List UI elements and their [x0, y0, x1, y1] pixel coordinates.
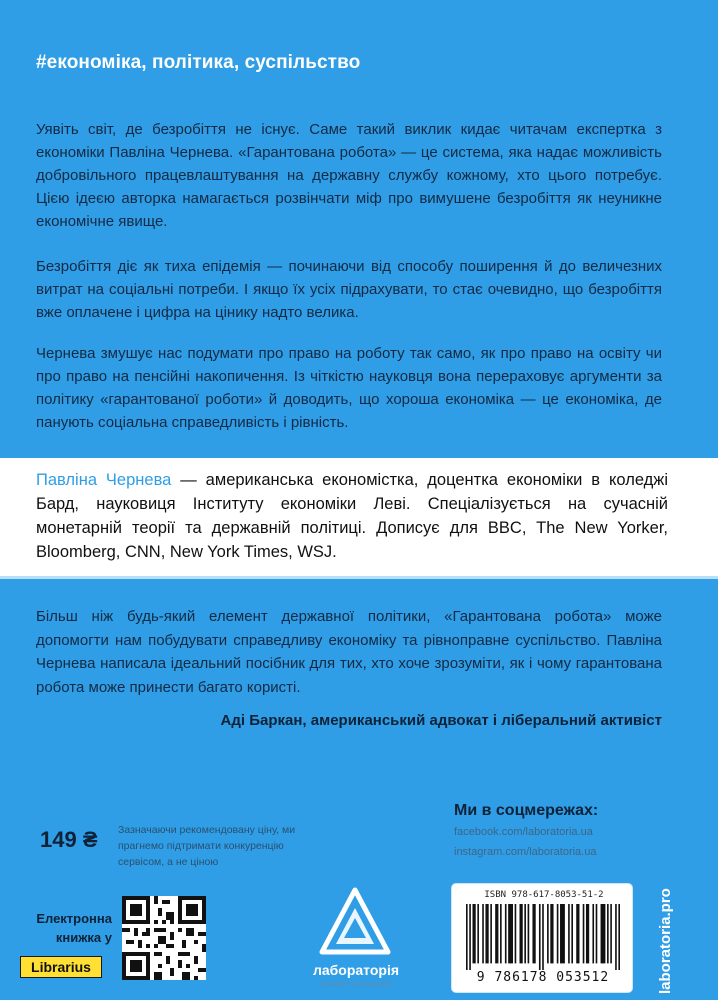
publisher-subtitle: книжкова лабораторія [320, 981, 392, 988]
ebook-label-line-2: книжка у [55, 930, 112, 945]
ebook-label-line-1: Електронна [36, 911, 112, 926]
publisher-website[interactable]: laboratoria.pro [657, 888, 674, 994]
barcode-digits: 9 786178 053512 [476, 970, 610, 985]
author-bio-band [0, 458, 718, 579]
endorsement-quote: Більш ніж будь-який елемент державної політики, «Гарантована робота» може допомогти нам побудувати справедливу економіку та рівноправне суспільство. Павліна Чернева написала ідеальний посібник для тих, хто хоче зрозуміти, як і чому гарантована робота може принести багато користі. [36, 608, 662, 696]
qr-code-icon[interactable] [122, 896, 206, 980]
instagram-link[interactable]: instagram.com/laboratoria.ua [454, 846, 597, 858]
category-hashtag: #економіка, політика, суспільство [36, 52, 361, 73]
blurb-paragraph-2: Безробіття діє як тиха епідемія — починаючи від способу поширення й до величезних витрат на соціальні потреби. І якщо їх усіх підрахувати, то стає очевидно, що безробіття вже оплачене і цифра на цінику надто велика. [36, 258, 662, 321]
ebook-label [22, 909, 112, 947]
blurb-paragraph-3: Чернева змушує нас подумати про право на роботу так само, як про право на освіту чи про право на пенсійні накопичення. Із чіткістю науковця вона перераховує аргументи за політику «гарантованої роботи» й доводить, що хороша економіка — це економіка, де панують соціальна справедливість і рівність. [36, 345, 662, 431]
librarius-badge[interactable]: Librarius [20, 956, 102, 978]
facebook-link[interactable]: facebook.com/laboratoria.ua [454, 826, 593, 838]
author-bio-text: — американська економістка, доцентка економіки в коледжі Бард, науковиця Інституту економіки Леві. Спеціалізується на сучасній монетарній теорії та державній політиці. Дописує для BBC, The New Yorker, Bloomberg, CNN, New York Times, WSJ. [36, 471, 668, 561]
price: 149 ₴ [40, 827, 98, 852]
blurb-paragraph-1: Уявіть світ, де безробіття не існує. Саме такий виклик кидає читачам експертка з економіки Павліна Чернева. «Гарантована робота» — це система, яка надає можливість добровільного працевлаштування на державну службу кожному, хто цього потребує. Цією ідеєю авторка намагається розвінчати міф про вимушене безробіття як неуникне економічне явище. [36, 121, 662, 230]
endorsement-author: Аді Баркан, американський адвокат і ліберальний активіст [220, 712, 662, 729]
price-note: Зазначаючи рекомендовану ціну, ми прагнемо підтримати конкуренцію сервісом, а не ціною [118, 824, 296, 868]
isbn-label: ISBN 978-617-8053-51-2 [484, 890, 604, 900]
barcode-icon [466, 904, 620, 970]
author-bio [36, 468, 668, 564]
isbn-barcode [452, 884, 632, 992]
social-title: Ми в соцмережах: [454, 802, 599, 819]
author-name: Павліна Чернева [36, 471, 172, 489]
publisher-name: лабораторія [312, 962, 400, 978]
